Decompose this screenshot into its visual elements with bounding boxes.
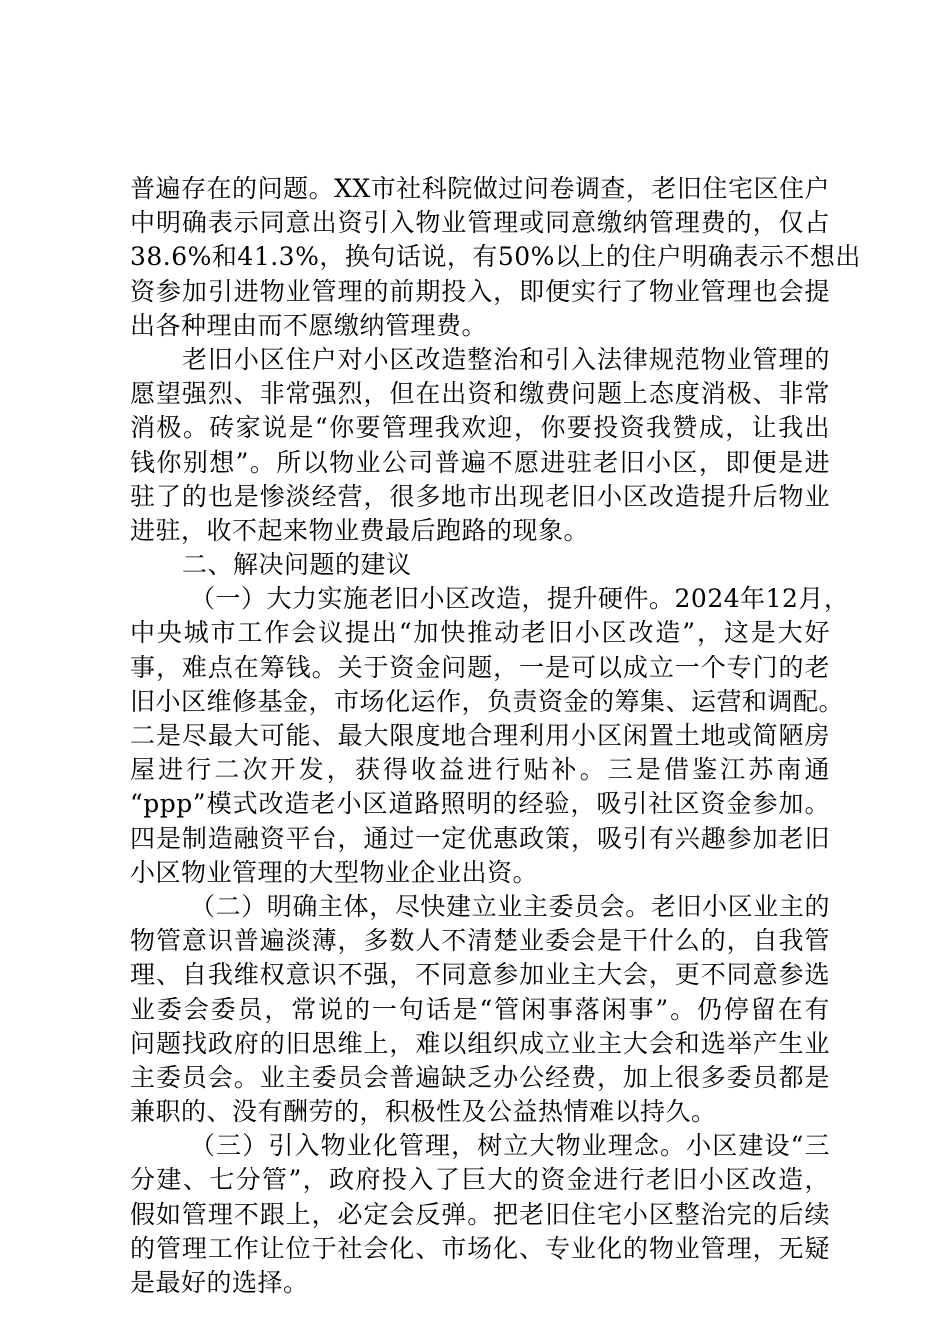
text-line: 普遍存在的问题。XX市社科院做过问卷调查，老旧住宅区住户 (130, 174, 830, 203)
text-line: 愿望强烈、非常强烈，但在出资和缴费问题上态度消极、非常 (130, 379, 830, 409)
text-line: 业委会委员，常说的一句话是“管闲事落闲事”。仍停留在有 (130, 994, 830, 1024)
section-heading: 二、解决问题的建议 (182, 550, 412, 580)
text-line: 旧小区维修基金，市场化运作，负责资金的筹集、运营和调配。 (130, 686, 845, 716)
text-line: （一）大力实施老旧小区改造，提升硬件。2024年12月， (190, 584, 850, 614)
text-line: 兼职的、没有酬劳的，积极性及公益热情难以持久。 (130, 1097, 717, 1127)
text-line: 事，难点在筹钱。关于资金问题，一是可以成立一个专门的老 (130, 652, 830, 682)
text-line: 的管理工作让位于社会化、市场化、专业化的物业管理，无疑 (130, 1233, 830, 1263)
text-line: “ppp”模式改造老小区道路照明的经验，吸引社区资金参加。 (130, 789, 830, 819)
text-line: 钱你别想”。所以物业公司普遍不愿进驻老旧小区，即便是进 (130, 447, 830, 477)
text-line: （三）引入物业化管理，树立大物业理念。小区建设“三 (190, 1131, 830, 1161)
text-line: 老旧小区住户对小区改造整治和引入法律规范物业管理的 (182, 344, 830, 374)
text-line: 资参加引进物业管理的前期投入，即便实行了物业管理也会提 (130, 276, 830, 306)
text-line: 问题找政府的旧思维上，难以组织成立业主大会和选举产生业 (130, 1028, 830, 1058)
text-line: 进驻，收不起来物业费最后跑路的现象。 (130, 515, 590, 545)
text-line: 屋进行二次开发，获得收益进行贴补。三是借鉴江苏南通 (130, 755, 830, 785)
text-line: 分建、七分管”，政府投入了巨大的资金进行老旧小区改造， (130, 1165, 830, 1195)
text-line: 38.6%和41.3%，换句话说，有50%以上的住户明确表示不想出 (130, 242, 861, 272)
text-line: 中明确表示同意出资引入物业管理或同意缴纳管理费的，仅占 (130, 208, 830, 238)
text-line: 理、自我维权意识不强，不同意参加业主大会，更不同意参选 (130, 960, 830, 990)
text-line: 出各种理由而不愿缴纳管理费。 (130, 310, 488, 340)
text-line: 假如管理不跟上，必定会反弹。把老旧住宅小区整治完的后续 (130, 1199, 830, 1229)
text-line: 四是制造融资平台，通过一定优惠政策，吸引有兴趣参加老旧 (130, 823, 830, 853)
text-line: 是最好的选择。 (130, 1268, 309, 1297)
text-line: 中央城市工作会议提出“加快推动老旧小区改造”，这是大好 (130, 618, 830, 648)
text-line: （二）明确主体，尽快建立业主委员会。老旧小区业主的 (190, 891, 830, 921)
text-line: 驻了的也是惨淡经营，很多地市出现老旧小区改造提升后物业 (130, 481, 830, 511)
text-line: 二是尽最大可能、最大限度地合理利用小区闲置土地或简陋房 (130, 721, 830, 750)
text-line: 物管意识普遍淡薄，多数人不清楚业委会是干什么的，自我管 (130, 926, 830, 956)
text-line: 消极。砖家说是“你要管理我欢迎，你要投资我赞成，让我出 (130, 413, 830, 443)
text-line: 主委员会。业主委员会普遍缺乏办公经费，加上很多委员都是 (130, 1062, 830, 1092)
document-body (130, 172, 861, 1300)
text-line: 小区物业管理的大型物业企业出资。 (130, 857, 539, 887)
